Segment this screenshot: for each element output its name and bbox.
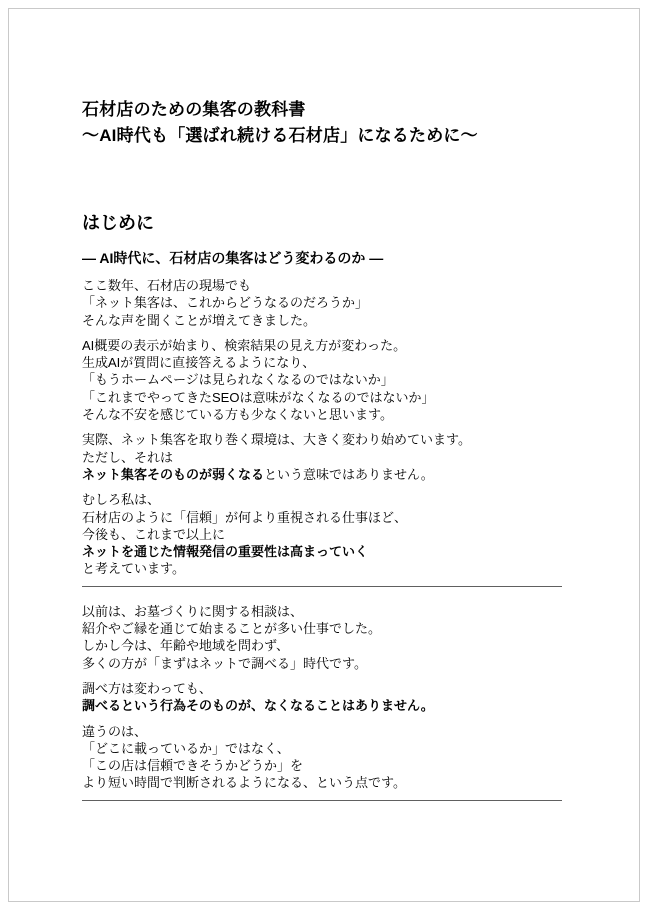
paragraph [82, 431, 562, 483]
text-run: と考えています。 [82, 561, 185, 577]
text-run: 「もうホームページは見られなくなるのではないか」 [82, 372, 394, 388]
paragraph [82, 277, 562, 329]
text-run: 「これまでやってきたSEOは意味がなくなるのではないか」 [82, 389, 435, 405]
section-divider [82, 586, 562, 587]
paragraph [82, 337, 562, 423]
text-run: ここ数年、石材店の現場でも [82, 278, 252, 293]
text-run: ただし、それは [82, 449, 174, 465]
text-run: むしろ私は、 [82, 492, 161, 508]
text-run: 調べ方は変わっても、 [82, 680, 212, 696]
section-divider [82, 800, 562, 801]
text-run: 実際、ネット集客を取り巻く環境は、大きく変わり始めています。 [82, 432, 471, 448]
emphasis-text: ネット集客そのものが弱くなる [82, 466, 265, 482]
emphasis-text: ネットを通じた情報発信の重要性は高まっていく [82, 544, 369, 560]
section-subheading: — AI時代に、石材店の集客はどう変わるのか — [82, 250, 384, 266]
page-inner [82, 97, 562, 801]
text-run: 多くの方が「まずはネットで調べる」時代です。 [82, 655, 367, 671]
emphasis-text: 調べるという行為そのものが、なくなることはありません。 [82, 698, 434, 714]
page-title [82, 97, 562, 149]
text-run: 「どこに載っているか」ではなく、 [82, 740, 290, 756]
page-content [9, 9, 563, 801]
text-run: そんな不安を感じている方も少なくないと思います。 [82, 407, 393, 423]
page-title-line-2: ～AI時代も「選ばれ続ける石材店」になるために～ [82, 126, 478, 145]
text-run: 石材店のように「信頼」が何より重視される仕事ほど、 [82, 509, 408, 525]
text-run: 「この店は信頼できそうかどうか」を [82, 758, 304, 774]
text-run: しかし今は、年齢や地域を問わず、 [82, 638, 289, 654]
text-run: という意味ではありません。 [264, 466, 434, 482]
text-run: そんな声を聞くことが増えてきました。 [82, 312, 317, 328]
text-run: 違うのは、 [82, 723, 148, 739]
text-run: 以前は、お墓づくりに関する相談は、 [82, 603, 304, 619]
text-run: 今後も、これまで以上に [82, 526, 226, 542]
paragraph [82, 491, 562, 577]
text-run: 紹介やご縁を通じて始まることが多い仕事でした。 [82, 621, 382, 637]
text-run: AI概要の表示が始まり、検索結果の見え方が変わった。 [82, 337, 407, 353]
paragraph [82, 603, 562, 672]
section-heading: はじめに [82, 213, 154, 233]
text-run: 「ネット集客は、これからどうなるのだろうか」 [82, 295, 369, 311]
text-run: 生成AIが質問に直接答えるようになり、 [82, 355, 316, 371]
page-title-line-1: 石材店のための集客の教科書 [82, 100, 306, 119]
paragraph [82, 680, 562, 715]
paragraph [82, 723, 562, 792]
body-blocks [82, 277, 562, 801]
document-page [8, 8, 640, 902]
text-run: より短い時間で判断されるようになる、という点です。 [82, 775, 406, 791]
